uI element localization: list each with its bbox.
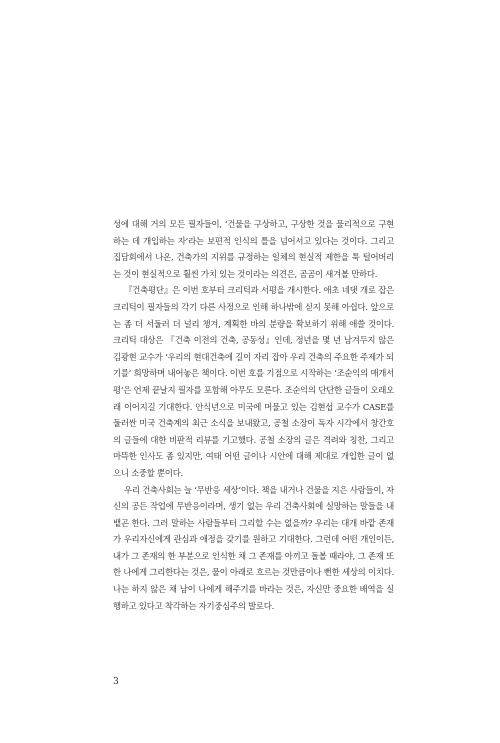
body-text xyxy=(113,216,394,614)
paragraph-2: 『건축평단』은 이번 호부터 크리틱과 서평을 개시한다. 애초 네댓 개로 잡은 크리틱이 필자들의 각기 다른 사정으로 인해 하나밖에 싣지 못해 아쉽다. 앞으로는 좀 더 서둘러 더 널리 챙겨, 계획한 바의 분량을 확보하기 위해 애쓸 것이다. 크리틱 대상은 『건축 이전의 건축, 공동성』인데, 정년을 몇 년 남겨두지 않은 김광현 교수가 ‘우리의 현대건축에 길이 자리 잡아 우리 건축의 주요한 주제가 되기를’ 희망하며 내어놓은 책이다. 이번 호를 기점으로 시작하는 ‘조순익의 매개서평’은 언제 끝날지 필자를 포함해 아무도 모른다. 조순익의 단단한 글들이 오래오래 이어지길 기대한다. 안식년으로 미국에 머물고 있는 김현섭 교수가 CASE를 둘러싼 미국 건축계의 최근 소식을 보내왔고, 공철 소장이 독자 시각에서 창간호의 글들에 대한 비판적 리뷰를 기고했다. 공철 소장의 글은 격려와 칭찬, 그리고 마뜩한 인사도 좀 있지만, 여태 어떤 글이나 시안에 대해 제대로 개입한 글이 없으니 소중할 뿐이다. xyxy=(113,285,394,478)
paragraph-3: 우리 건축사회는 늘 ‘무반응 세상’이다. 책을 내거나 건물을 지은 사람들이, 자신의 공든 작업에 무반응이라며, 생기 없는 우리 건축사회에 실망하는 말들을 내뱉곤 한다. 그러 말하는 사람들부터 그리할 수는 없을까? 우리는 대개 바깥 존재가 우리자신에게 관심과 애정을 갖기를 원하고 기대한다. 그런데 어떤 개인이든, 내가 그 존재의 한 부분으로 인식한 채 그 존재를 아끼고 돌볼 때라야, 그 존재 또한 나에게 그리한다는 것은, 물이 아래로 흐르는 것만큼이나 뻔한 세상의 이치다. 나는 하지 않은 채 남이 나에게 해주기를 바라는 것은, 자신만 중요한 배역을 실행하고 있다고 착각하는 자기중심주의 발로다. xyxy=(113,484,394,611)
page-number: 3 xyxy=(113,677,119,687)
paragraph-1: 성에 대해 거의 모든 필자들이, ‘건물을 구상하고, 구상한 것을 물리적으로 구현하는 데 개입하는 자’라는 보편적 인식의 틀을 넘어서고 있다는 것이다. 그리고 집담회에서 나온, 건축가의 지위를 규정하는 일체의 현실적 제한을 툭 털어버리는 것이 현실적으로 훨씬 가치 있는 것이라는 의견은, 곰곰이 새겨볼 만하다. xyxy=(113,219,394,279)
